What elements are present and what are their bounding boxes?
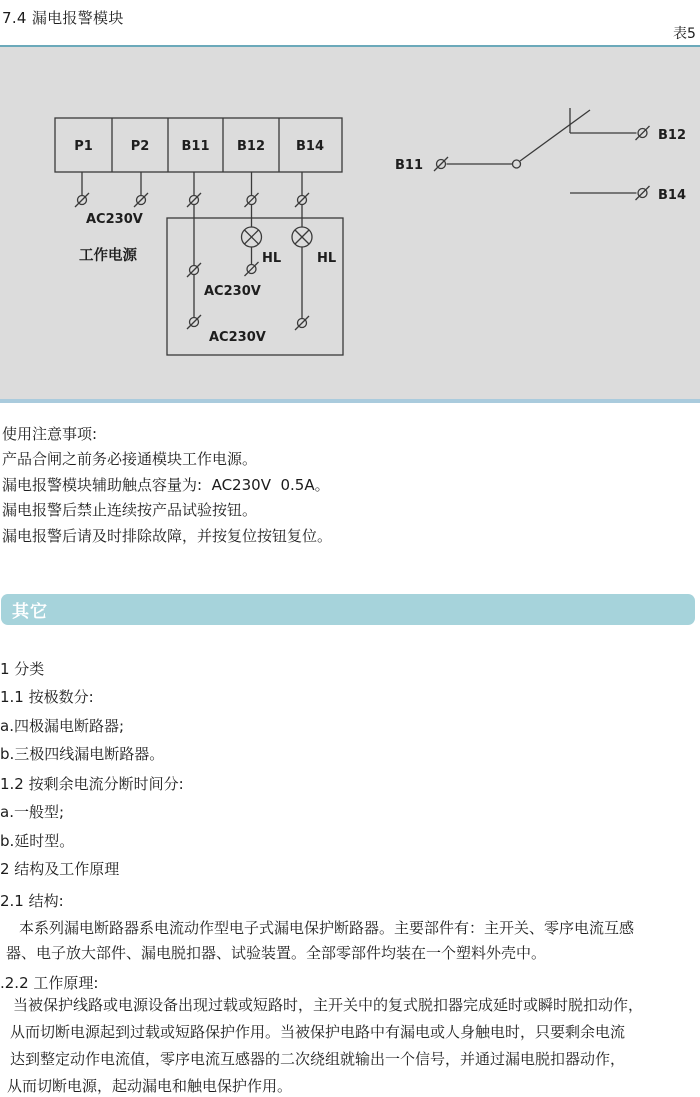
note-line: 漏电报警后禁止连续按产品试验按钮。 <box>2 501 258 519</box>
working-power-label: 工作电源 <box>79 248 137 264</box>
body-line: b.三极四线漏电断路器。 <box>0 745 165 763</box>
body-line: 2 结构及工作原理 <box>0 860 120 878</box>
pivot-icon <box>513 160 521 168</box>
note-line: 产品合闸之前务必接通模块工作电源。 <box>2 450 258 468</box>
terminal-symbol <box>636 126 650 140</box>
switch-common-label: B11 <box>395 158 423 173</box>
terminal-symbol <box>434 157 448 171</box>
terminal-symbol <box>245 262 259 276</box>
switch-diagram <box>434 108 650 200</box>
page-title: 7.4 漏电报警模块 <box>2 9 124 27</box>
switch-arm <box>520 110 590 161</box>
table-ref-label: 表5 <box>673 26 696 42</box>
terminal-symbol <box>75 193 309 207</box>
terminal-symbol <box>636 186 650 200</box>
body-line: b.延时型。 <box>0 832 75 850</box>
ac230v-label: AC230V <box>209 330 266 345</box>
terminal-cell-label: P2 <box>130 139 150 154</box>
wiring-diagram <box>0 48 700 400</box>
lamp-label: HL <box>317 251 337 266</box>
note-line: 漏电报警模块辅助触点容量为: AC230V 0.5A。 <box>2 476 330 494</box>
ac230v-label: AC230V <box>86 212 143 227</box>
terminal-symbol <box>295 316 309 330</box>
body-line: 器、电子放大部件、漏电脱扣器、试验装置。全部零部件均装在一个塑料外壳中。 <box>6 944 547 962</box>
body-line: a.四极漏电断路器; <box>0 717 125 735</box>
switch-upper-contact-label: B12 <box>658 128 686 143</box>
body-line: 1.2 按剩余电流分断时间分: <box>0 775 184 793</box>
section-header-bar <box>1 594 695 625</box>
lamp-icon <box>242 227 262 247</box>
body-line: .2.2 工作原理: <box>0 974 99 992</box>
terminal-symbol <box>187 315 201 329</box>
body-line: 从而切断电源，起动漏电和触电保护作用。 <box>7 1077 293 1095</box>
body-line: 1 分类 <box>0 660 45 678</box>
terminal-cell-label: B12 <box>237 139 265 154</box>
body-line: 本系列漏电断路器系电流动作型电子式漏电保护断路器。主要部件有：主开关、零序电流互感 <box>19 919 635 937</box>
lamp-label: HL <box>262 251 282 266</box>
lamp-icon <box>292 227 312 247</box>
body-line: a.一般型; <box>0 803 65 821</box>
body-line: 达到整定动作电流值，零序电流互感器的二次绕组就输出一个信号，并通过漏电脱扣器动作， <box>10 1050 626 1068</box>
note-line: 漏电报警后请及时排除故障，并按复位按钮复位。 <box>2 527 333 545</box>
ac230v-label: AC230V <box>204 284 261 299</box>
terminal-cell-label: P1 <box>74 139 93 154</box>
section-header-label: 其它 <box>12 602 48 622</box>
note-line: 使用注意事项: <box>2 425 98 443</box>
body-line: 从而切断电源起到过载或短路保护作用。当被保护电路中有漏电或人身触电时，只要剩余电流 <box>10 1023 626 1041</box>
body-line: 2.1 结构: <box>0 892 64 910</box>
switch-lower-contact-label: B14 <box>658 188 686 203</box>
terminal-cell-label: B14 <box>296 139 324 154</box>
body-line: 当被保护线路或电源设备出现过载或短路时，主开关中的复式脱扣器完成延时或瞬时脱扣动作， <box>13 996 644 1014</box>
body-line: 1.1 按极数分: <box>0 688 94 706</box>
terminal-cell-label: B11 <box>181 139 210 154</box>
